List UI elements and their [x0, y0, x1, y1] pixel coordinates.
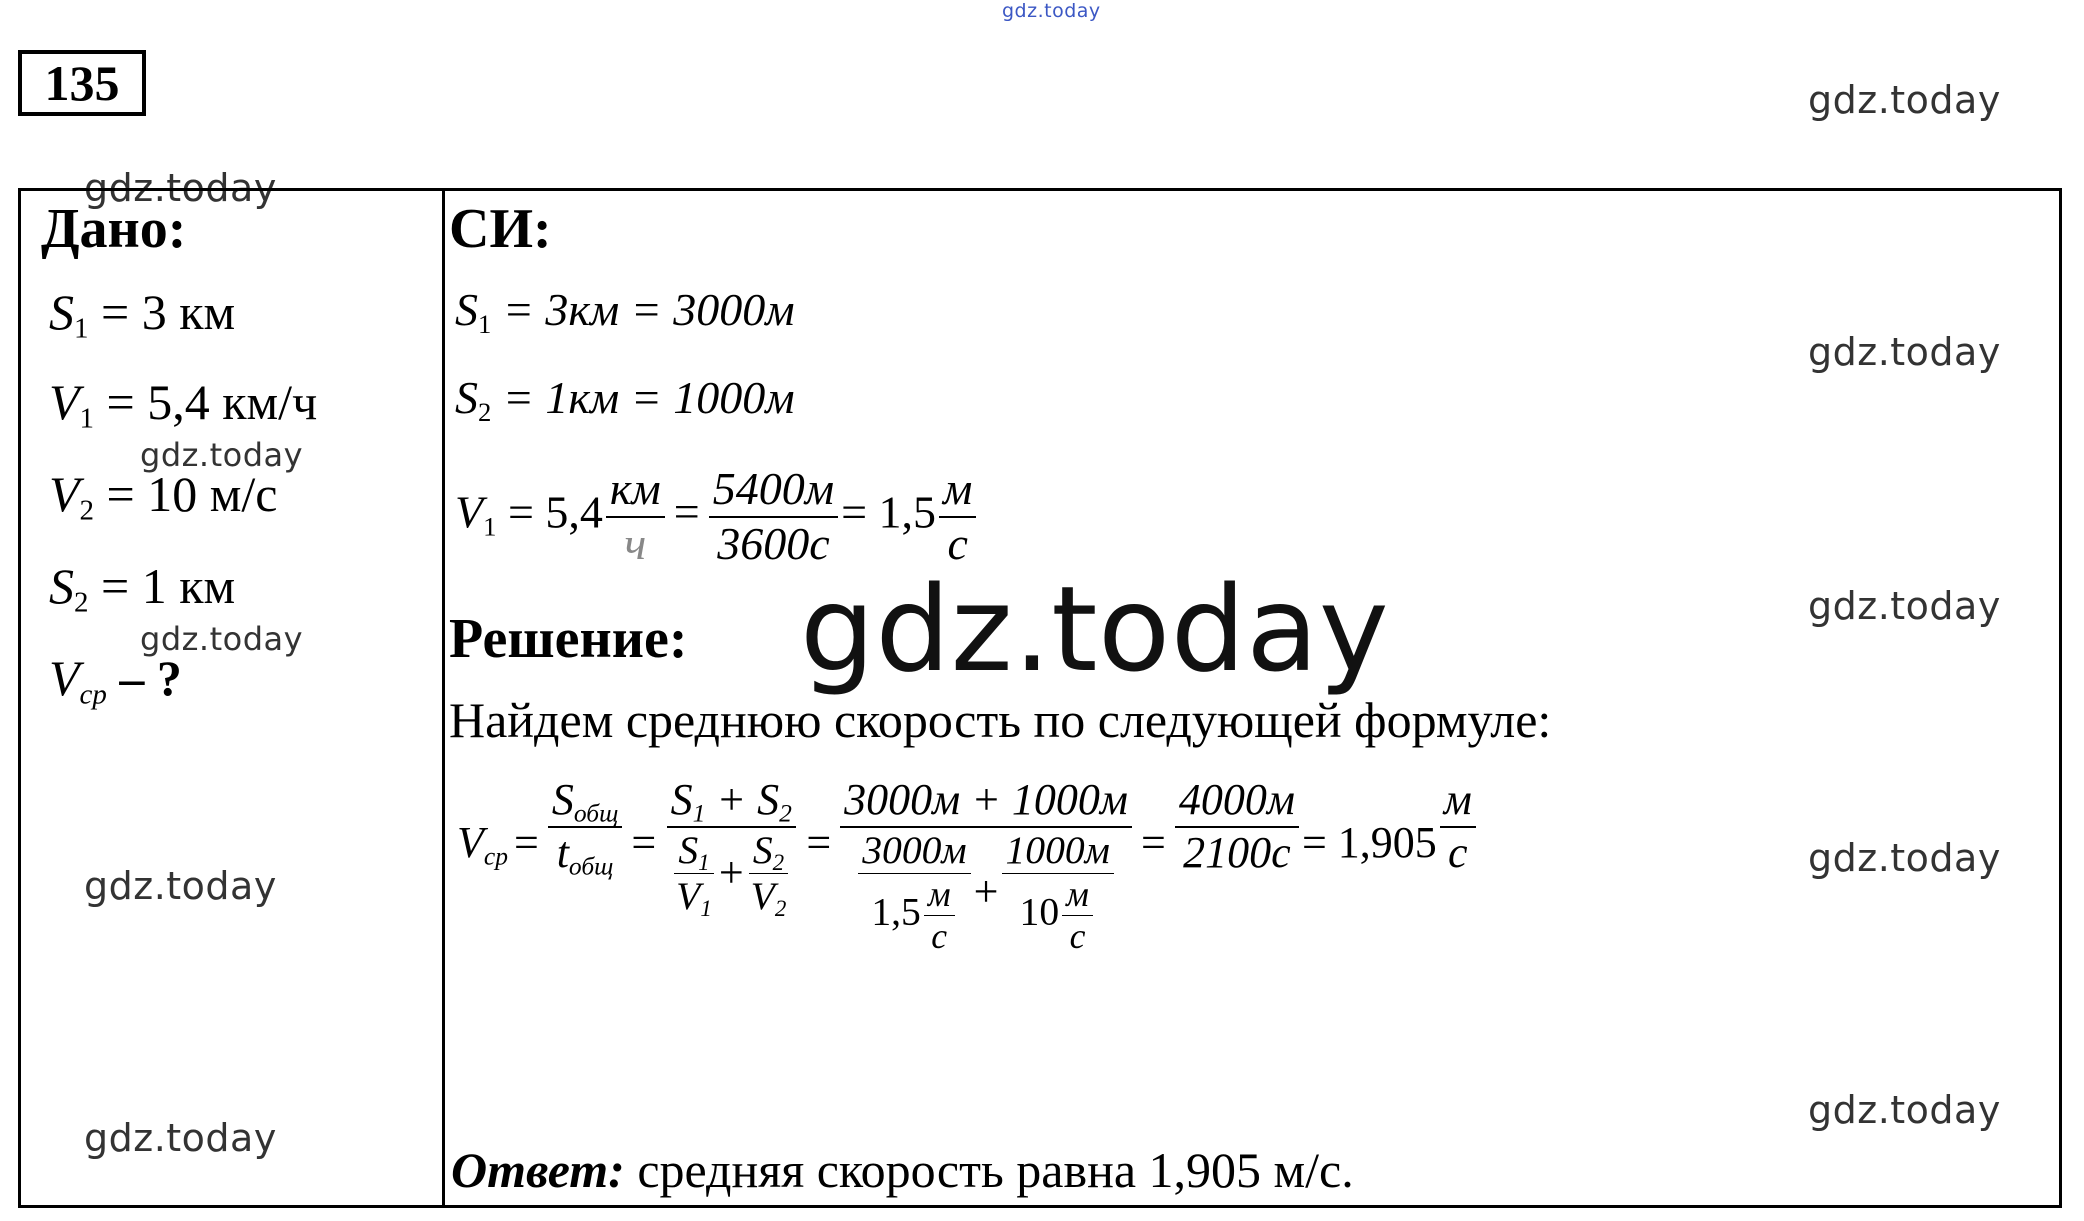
solution-header: Решение: — [449, 608, 688, 670]
watermark: gdz.today — [1808, 330, 2001, 374]
si-s1 — [455, 283, 795, 339]
si-var: S — [455, 372, 478, 423]
fraction: 3000м + 1000м 3000м 1,5 $\frac{м}{с}$ + 1000м 10 $\frac{м}{с}$ — [840, 775, 1132, 957]
watermark: gdz.today — [84, 166, 277, 210]
si-lead: = 5,4 — [507, 486, 603, 538]
answer-text: средняя скорость равна 1,905 м/с. — [637, 1142, 1354, 1198]
answer-line — [451, 1141, 1354, 1199]
watermark: gdz.today — [1808, 584, 2001, 628]
watermark: gdz.today — [84, 1116, 277, 1160]
solution-intro: Найдем среднюю скорость по следующей формуле: — [449, 692, 1552, 748]
fraction: $\frac{5400м}{3600с}$ — [709, 463, 838, 571]
given-value: = 5,4 км/ч — [106, 374, 318, 430]
si-var: S — [455, 284, 478, 335]
si-result: = 1,5 — [841, 486, 937, 538]
si-sub: 1 — [483, 511, 497, 542]
column-divider — [442, 191, 445, 1205]
fraction: $\frac{м}{с}$ — [1440, 775, 1476, 878]
given-value: = 3 км — [101, 284, 236, 340]
watermark: gdz.today — [1808, 836, 2001, 880]
given-var: V — [49, 374, 80, 430]
solution-table — [18, 188, 2062, 1208]
si-expr: = 3км = 3000м — [502, 284, 795, 335]
given-var: S — [49, 284, 74, 340]
given-item — [49, 283, 236, 345]
si-v1: $V_1 = 5,4$ $\frac{км}{ч}$ = $\frac{5400м}{3600с}$ = 1,5 $\frac{м}{с}$ — [455, 463, 979, 571]
si-expr: = 1км = 1000м — [502, 372, 795, 423]
watermark: gdz.today — [84, 864, 277, 908]
watermark: gdz.today — [140, 436, 304, 474]
given-var: V — [49, 650, 80, 706]
given-var: S — [49, 558, 74, 614]
si-s2 — [455, 371, 795, 427]
si-sub: 2 — [478, 397, 492, 427]
given-value: – ? — [119, 650, 182, 706]
main-formula: $V_{ср}$ = $\frac{S_{общ}}{t_{общ}}$ = $S_1 + S_2$ $\frac{S_1}{V_1}$ + $\frac{S_2}{V_2}$ = 3000м + 1000м 3000м 1,5 $\frac{м}{с}$ + 1000м 10 $\frac{м}{с}$ = $\frac{4000м}{2100с}$ = 1,905 $\frac{м}{с}$ — [457, 775, 1479, 957]
given-item — [49, 465, 278, 527]
given-item — [49, 557, 236, 619]
fraction: $\frac{м}{с}$ — [939, 463, 976, 571]
given-var: V — [49, 466, 80, 522]
given-item — [49, 373, 318, 435]
si-header: СИ: — [449, 198, 552, 260]
watermark: gdz.today — [1808, 78, 2001, 122]
given-sub: 1 — [79, 402, 95, 435]
given-value: = 10 м/с — [106, 466, 278, 522]
fraction: $\frac{S_{общ}}{t_{общ}}$ — [548, 775, 623, 878]
watermark-big: gdz.today — [800, 560, 1390, 698]
fraction: $\frac{км}{ч}$ — [606, 463, 665, 571]
si-var: V — [455, 486, 484, 538]
given-header: Дано: — [41, 198, 187, 260]
answer-label: Ответ: — [451, 1142, 625, 1198]
watermark: gdz.today — [140, 620, 304, 658]
fraction: $S_1 + S_2$ $\frac{S_1}{V_1}$ + $\frac{S_2}{V_2}$ — [665, 775, 797, 920]
given-sub: ср — [79, 678, 107, 711]
si-sub: 1 — [478, 309, 492, 339]
given-value: = 1 км — [101, 558, 236, 614]
fraction: $\frac{4000м}{2100с}$ — [1175, 775, 1299, 878]
problem-number: 135 — [18, 50, 146, 116]
given-sub: 2 — [79, 494, 95, 527]
watermark: gdz.today — [1808, 1088, 2001, 1132]
given-sub: 1 — [74, 312, 89, 345]
given-item — [49, 649, 182, 711]
given-sub: 2 — [74, 586, 89, 619]
watermark-top: gdz.today — [1002, 0, 1101, 22]
